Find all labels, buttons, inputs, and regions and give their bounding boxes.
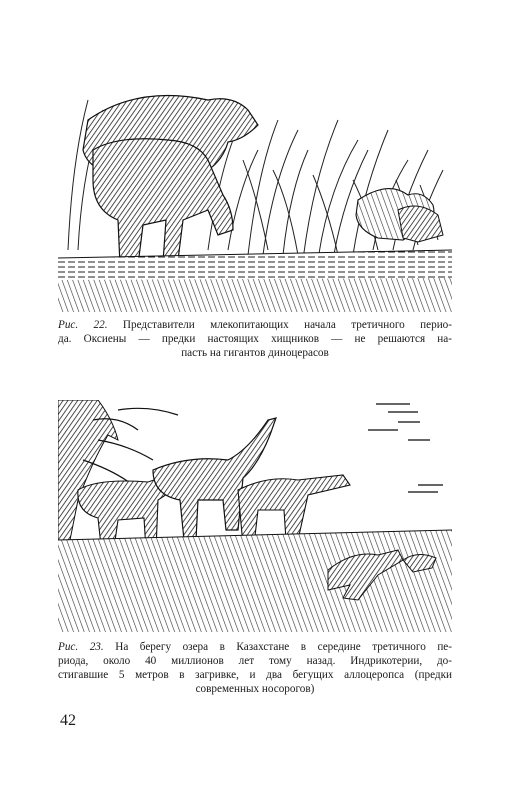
figure-22-caption	[58, 318, 452, 360]
figure-23-illustration	[58, 400, 452, 632]
caption-23-line-4: современных носорогов)	[195, 683, 315, 695]
caption-22-line-3: пасть на гигантов диноцерасов	[181, 347, 329, 359]
caption-22-line-1: Представители млекопитающих начала третичного перио-	[122, 319, 452, 331]
caption-23-line-2: риода, около 40 миллионов лет тому назад. Индрикотерии, до-	[58, 655, 452, 667]
figure-22-label: Рис. 22.	[58, 319, 108, 331]
page-number: 42	[60, 712, 76, 729]
figure-23-caption	[58, 640, 452, 696]
figure-22-illustration	[58, 80, 452, 312]
caption-22-line-2: да. Оксиены — предки настоящих хищников — не решаются на-	[58, 333, 452, 345]
figure-23-label: Рис. 23.	[58, 641, 104, 653]
caption-23-line-3: стигавшие 5 метров в загривке, и два бегущих аллоцеропса (предки	[58, 669, 452, 681]
caption-23-line-1: На берегу озера в Казахстане в середине третичного пе-	[115, 641, 453, 653]
